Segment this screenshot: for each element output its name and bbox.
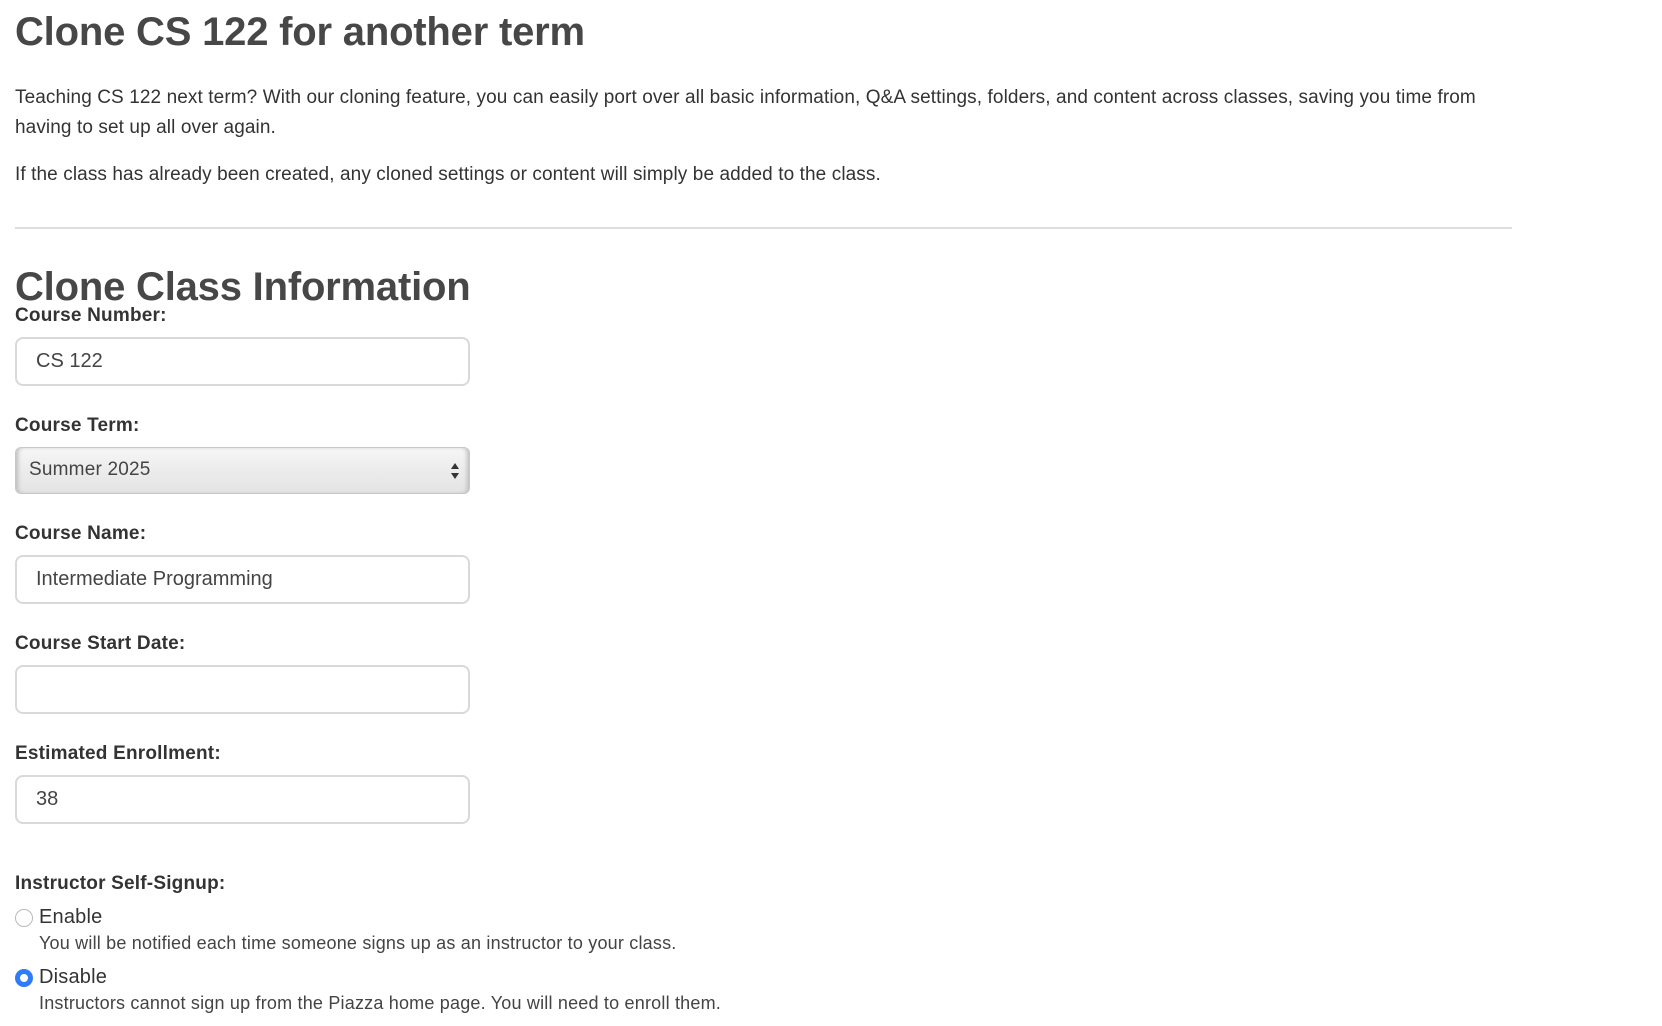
course-name-field [15, 522, 470, 604]
course-start-date-label: Course Start Date: [15, 633, 186, 654]
course-term-label: Course Term: [15, 415, 140, 436]
intro-paragraph: Teaching CS 122 next term? With our cloning feature, you can easily port over all basic information, Q&A settings, folders, and content across classes, saving you time from having to set up all over again. [15, 87, 1476, 138]
disable-label[interactable]: Disable [39, 966, 108, 988]
disable-help-text: Instructors cannot sign up from the Piazza home page. You will need to enroll them. [39, 993, 721, 1013]
enable-help-text: You will be notified each time someone signs up as an instructor to your class. [39, 933, 677, 953]
course-number-field [15, 304, 470, 386]
enable-option[interactable] [15, 906, 102, 929]
disable-radio[interactable] [15, 969, 33, 987]
estimated-enrollment-input[interactable] [15, 775, 470, 824]
note-paragraph: If the class has already been created, any cloned settings or content will simply be added to the class. [15, 164, 881, 185]
disable-option[interactable] [15, 966, 107, 989]
enable-radio[interactable] [15, 909, 33, 927]
course-term-selected-value: Summer 2025 [29, 459, 151, 480]
course-name-input[interactable] [15, 555, 470, 604]
enable-label[interactable]: Enable [39, 906, 103, 928]
instructor-self-signup-label: Instructor Self-Signup: [15, 873, 226, 894]
course-number-label: Course Number: [15, 305, 167, 326]
course-term-field [15, 414, 470, 494]
section-divider [15, 227, 1512, 229]
estimated-enrollment-field [15, 742, 470, 824]
course-term-select[interactable] [15, 447, 470, 494]
updown-chevron-icon [450, 460, 460, 482]
course-start-date-field [15, 632, 470, 714]
estimated-enrollment-label: Estimated Enrollment: [15, 743, 221, 764]
course-name-label: Course Name: [15, 523, 147, 544]
page-title: Clone CS 122 for another term [15, 10, 585, 54]
course-number-input[interactable] [15, 337, 470, 386]
clone-class-page [0, 0, 1512, 311]
instructor-self-signup-field [15, 872, 225, 896]
section-title: Clone Class Information [15, 265, 471, 309]
course-start-date-input[interactable] [15, 665, 470, 714]
